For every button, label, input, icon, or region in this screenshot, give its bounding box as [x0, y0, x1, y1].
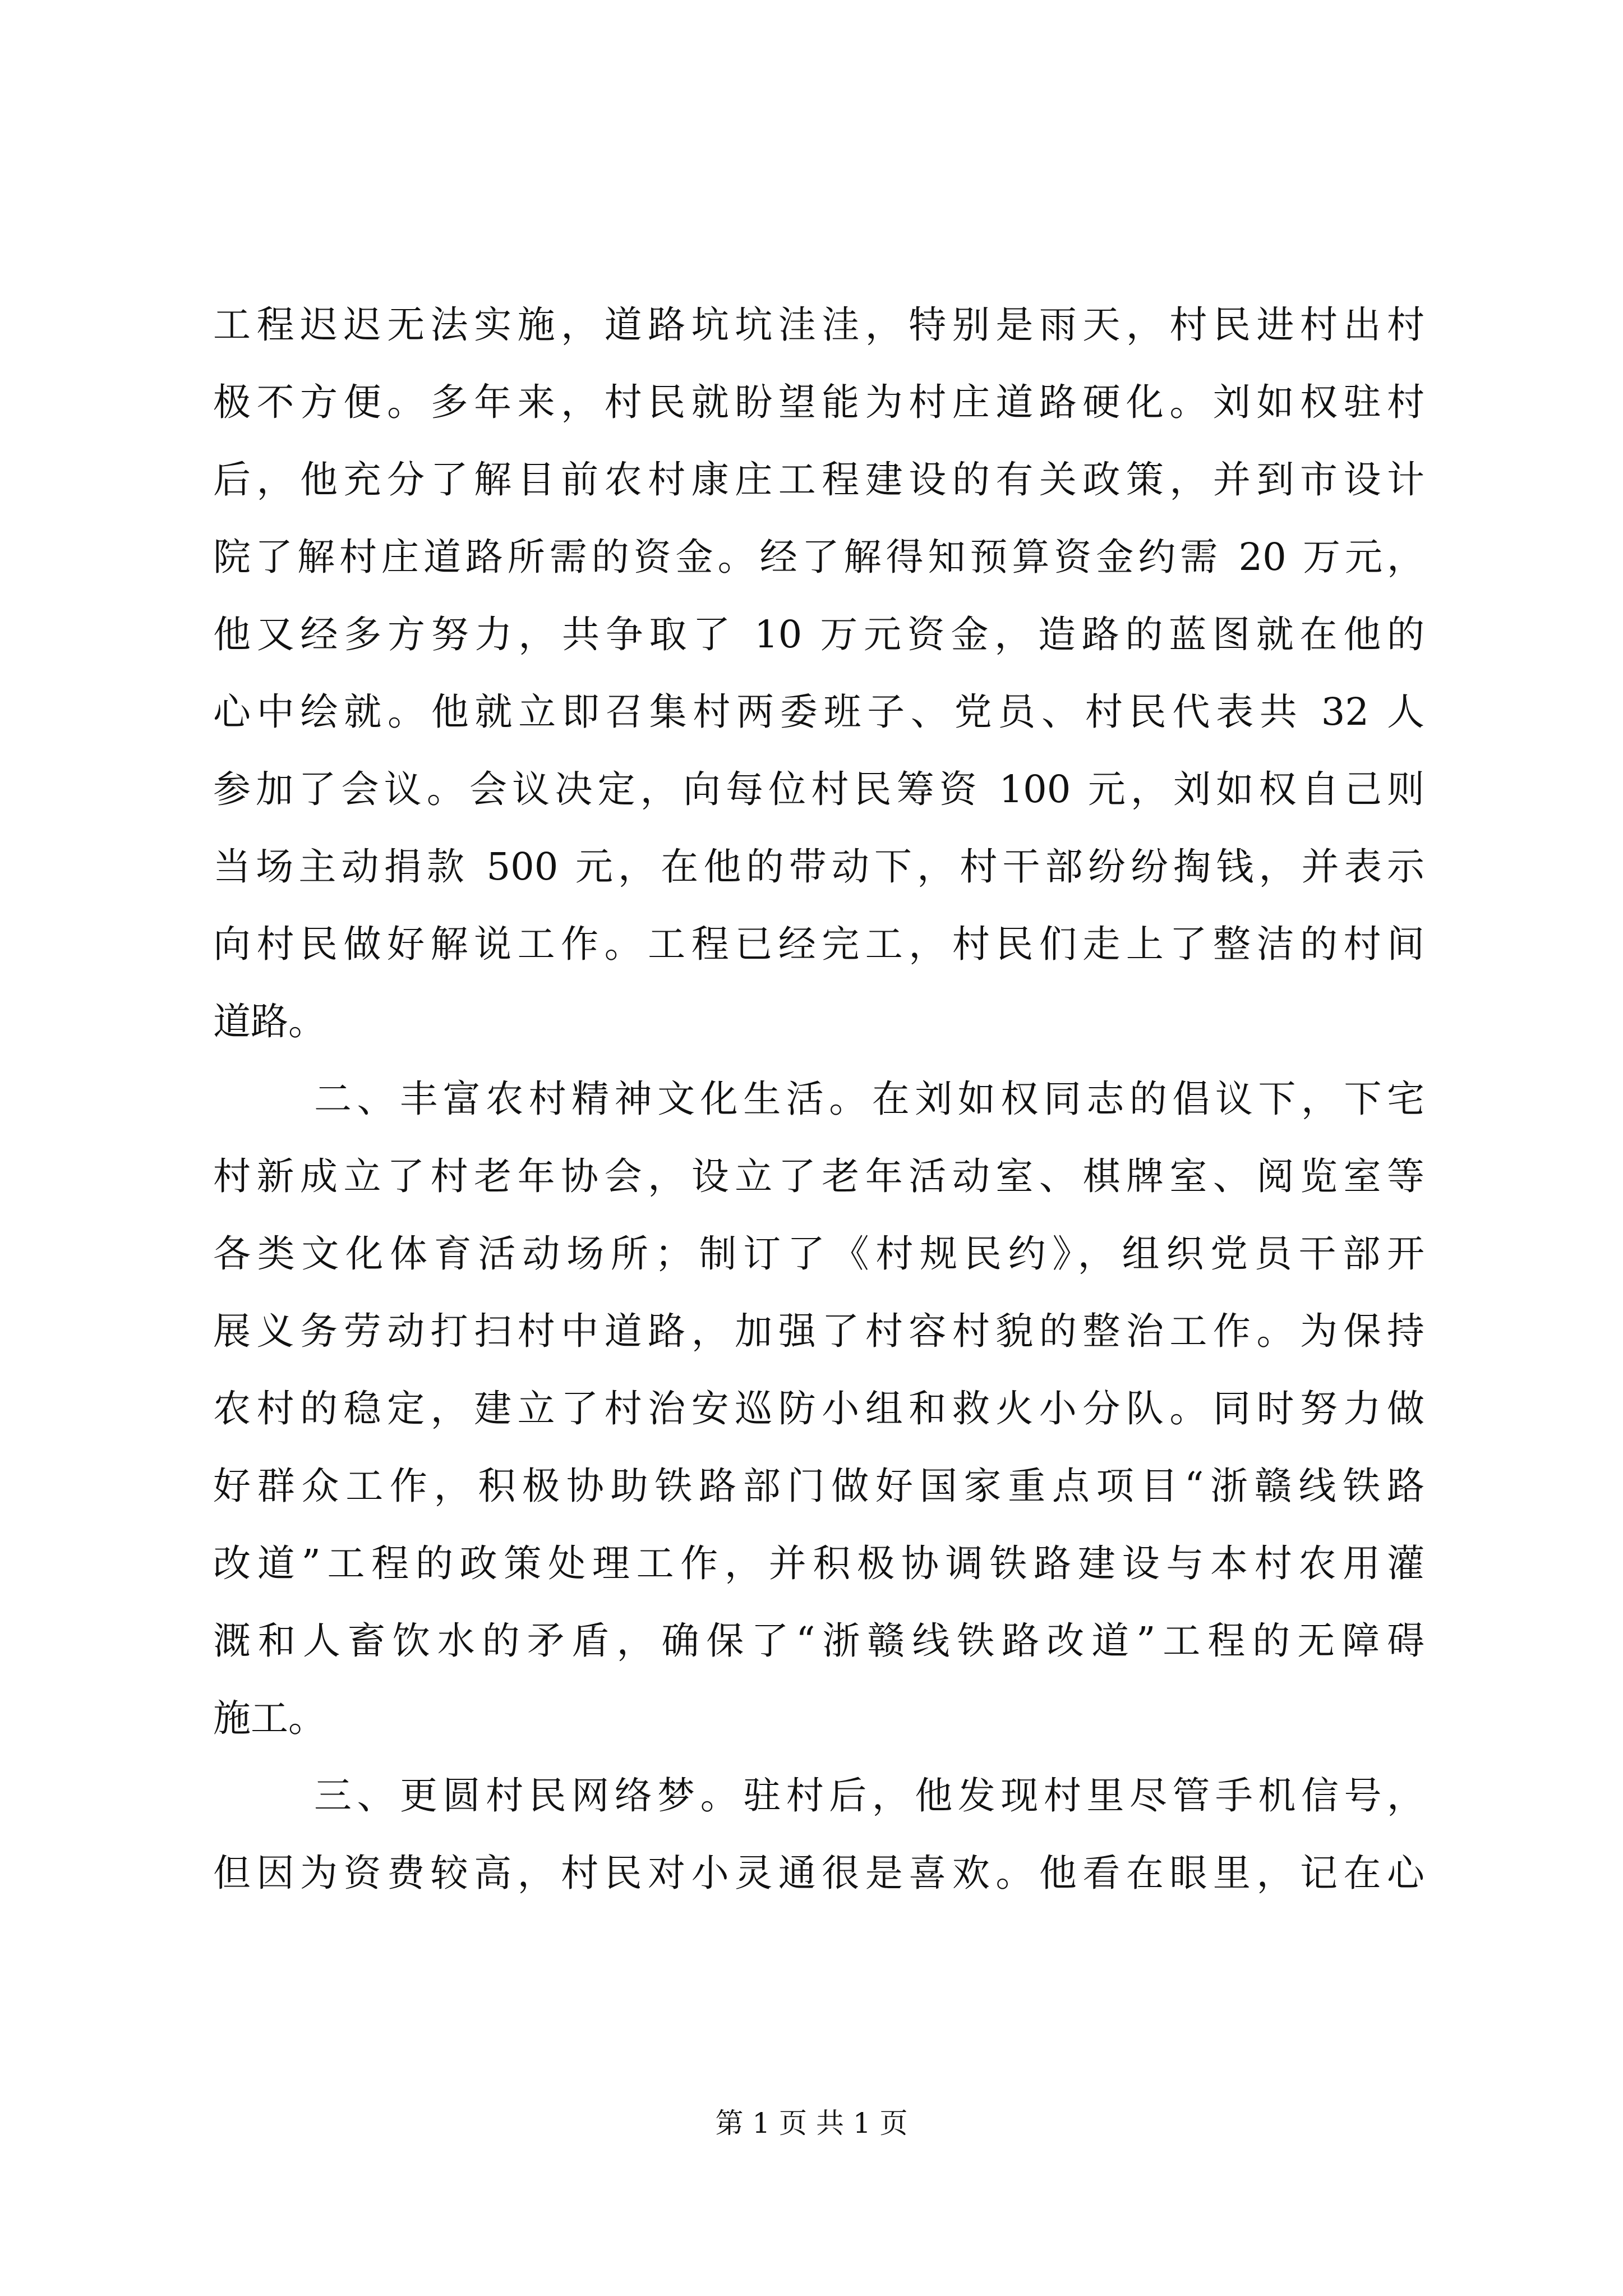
text-line: 极不方便。多年来，村民就盼望能为村庄道路硬化。刘如权驻村	[213, 380, 1424, 424]
text-line: 各类文化体育活动场所；制订了《村规民约》，组织党员干部开	[213, 1232, 1424, 1276]
text-line: 道路。	[213, 1000, 326, 1043]
text-line: 施工。	[213, 1696, 326, 1740]
text-line: 他又经多方努力，共争取了 10 万元资金，造路的蓝图就在他的	[213, 613, 1424, 656]
text-line: 后，他充分了解目前农村康庄工程建设的有关政策，并到市设计	[213, 458, 1424, 501]
document-body	[213, 286, 1424, 1912]
text-line: 院了解村庄道路所需的资金。经了解得知预算资金约需 20 万元，	[213, 535, 1424, 579]
text-line: 村新成立了村老年协会，设立了老年活动室、棋牌室、阅览室等	[213, 1154, 1424, 1198]
text-line: 改道”工程的政策处理工作，并积极协调铁路建设与本村农用灌	[213, 1542, 1424, 1585]
page-footer: 第 1 页 共 1 页	[715, 2107, 908, 2139]
text-line: 但因为资费较高，村民对小灵通很是喜欢。他看在眼里，记在心	[213, 1851, 1424, 1895]
paragraph-first-line: 二、丰富农村精神文化生活。在刘如权同志的倡议下，下宅	[314, 1077, 1424, 1121]
text-line: 向村民做好解说工作。工程已经完工，村民们走上了整洁的村间	[213, 922, 1424, 966]
paragraph-first-line: 三、更圆村民网络梦。驻村后，他发现村里尽管手机信号，	[314, 1774, 1424, 1818]
text-line: 农村的稳定，建立了村治安巡防小组和救火小分队。同时努力做	[213, 1387, 1424, 1430]
text-line: 展义务劳动打扫村中道路，加强了村容村貌的整治工作。为保持	[213, 1309, 1424, 1353]
text-line: 好群众工作，积极协助铁路部门做好国家重点项目“浙赣线铁路	[213, 1464, 1424, 1508]
text-line: 溉和人畜饮水的矛盾，确保了“浙赣线铁路改道”工程的无障碍	[213, 1619, 1424, 1663]
text-line: 当场主动捐款 500 元，在他的带动下，村干部纷纷掏钱，并表示	[213, 845, 1424, 889]
text-line: 参加了会议。会议决定，向每位村民筹资 100 元，刘如权自己则	[213, 767, 1424, 811]
text-line: 工程迟迟无法实施，道路坑坑洼洼，特别是雨天，村民进村出村	[213, 303, 1424, 347]
text-line: 心中绘就。他就立即召集村两委班子、党员、村民代表共 32 人	[213, 690, 1424, 734]
